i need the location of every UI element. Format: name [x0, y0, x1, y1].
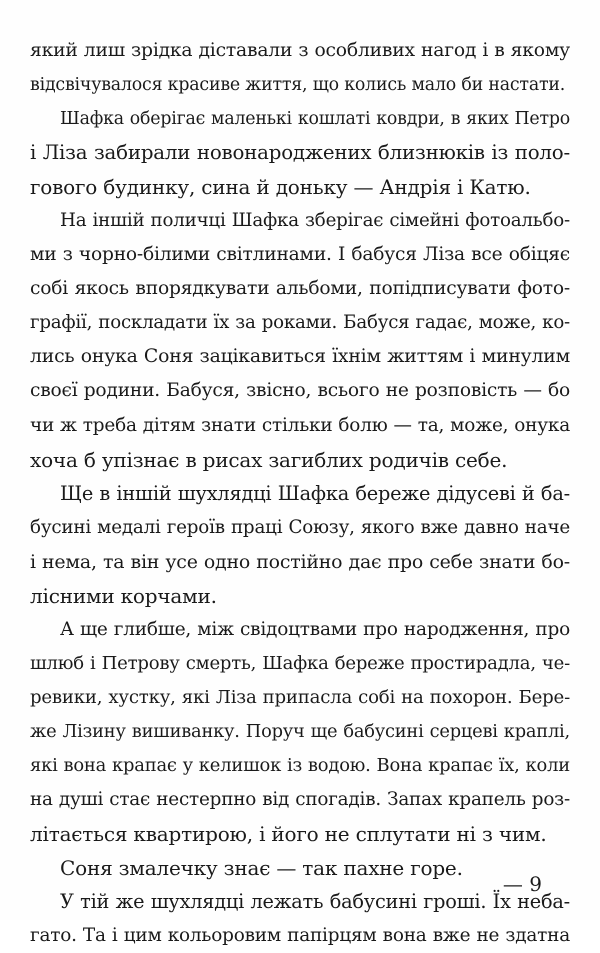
- text-line: бусині медалі героїв праці Союзу, якого вже давно наче: [30, 516, 570, 538]
- paragraph-first-line: Ще в іншій шухлядці Шафка береже дідусеві й ба-: [60, 481, 570, 505]
- body-text: [30, 34, 570, 953]
- text-line: ми з чорно-білими світлинами. І бабуся Ліза все обіцяє: [30, 244, 570, 266]
- text-line: і Ліза забирали новонароджених близнюків із поло-: [30, 141, 570, 165]
- text-line: гато. Та і цим кольоровим папірцям вона вже не здатна: [30, 925, 570, 947]
- text-line: собі якось впорядкувати альбоми, попідписувати фото-: [30, 278, 570, 300]
- text-line: які вона крапає у келишок із водою. Вона крапає їх, коли: [30, 754, 570, 776]
- paragraph-first-line: На іншій поличці Шафка зберігає сімейні фотоальбо-: [60, 210, 570, 232]
- paragraph-first-line: Соня змалечку знає — так пахне горе.: [60, 856, 463, 881]
- text-line: лісними корчами.: [30, 583, 217, 608]
- text-line: гового будинку, сина й доньку — Андрія і Катю.: [30, 175, 531, 200]
- text-line: на душі стає нестерпно від спогадів. Запах крапель роз-: [30, 789, 570, 811]
- page-number: — 9: [502, 872, 542, 896]
- text-line: чи ж треба дітям знати стільки болю — та, може, онука: [30, 414, 570, 436]
- text-line: який лиш зрідка діставали з особливих нагод і в якому: [30, 40, 570, 61]
- text-line: літається квартирою, і його не сплутати ні з чим.: [30, 822, 547, 847]
- text-line: графії, поскладати їх за роками. Бабуся гадає, може, ко-: [30, 312, 570, 334]
- text-line: же Лізину вишиванку. Поруч ще бабусині серцеві краплі,: [30, 720, 570, 742]
- paragraph-first-line: А ще глибше, між свідоцтвами про народження, про: [60, 618, 570, 640]
- text-line: шлюб і Петрову смерть, Шафка береже простирадла, че-: [30, 652, 570, 674]
- text-line: лись онука Соня зацікавиться їхнім життям і минулим: [30, 346, 570, 368]
- text-line: ревики, хустку, які Ліза припасла собі на похорон. Бере-: [30, 686, 570, 708]
- text-line: і нема, та він усе одно постійно дає про себе знати бо-: [30, 550, 570, 573]
- text-line: своєї родини. Бабуся, звісно, всього не розповість — бо: [30, 380, 570, 402]
- paragraph-first-line: У тій же шухлядці лежать бабусині гроші. Їх неба-: [60, 890, 570, 914]
- text-line: відсвічувалося красиве життя, що колись мало би настати.: [30, 75, 566, 96]
- text-line: хоча б упізнає в рисах загиблих родичів себе.: [30, 447, 508, 472]
- paragraph-first-line: Шафка оберігає маленькі кошлаті ковдри, в яких Петро: [60, 109, 570, 130]
